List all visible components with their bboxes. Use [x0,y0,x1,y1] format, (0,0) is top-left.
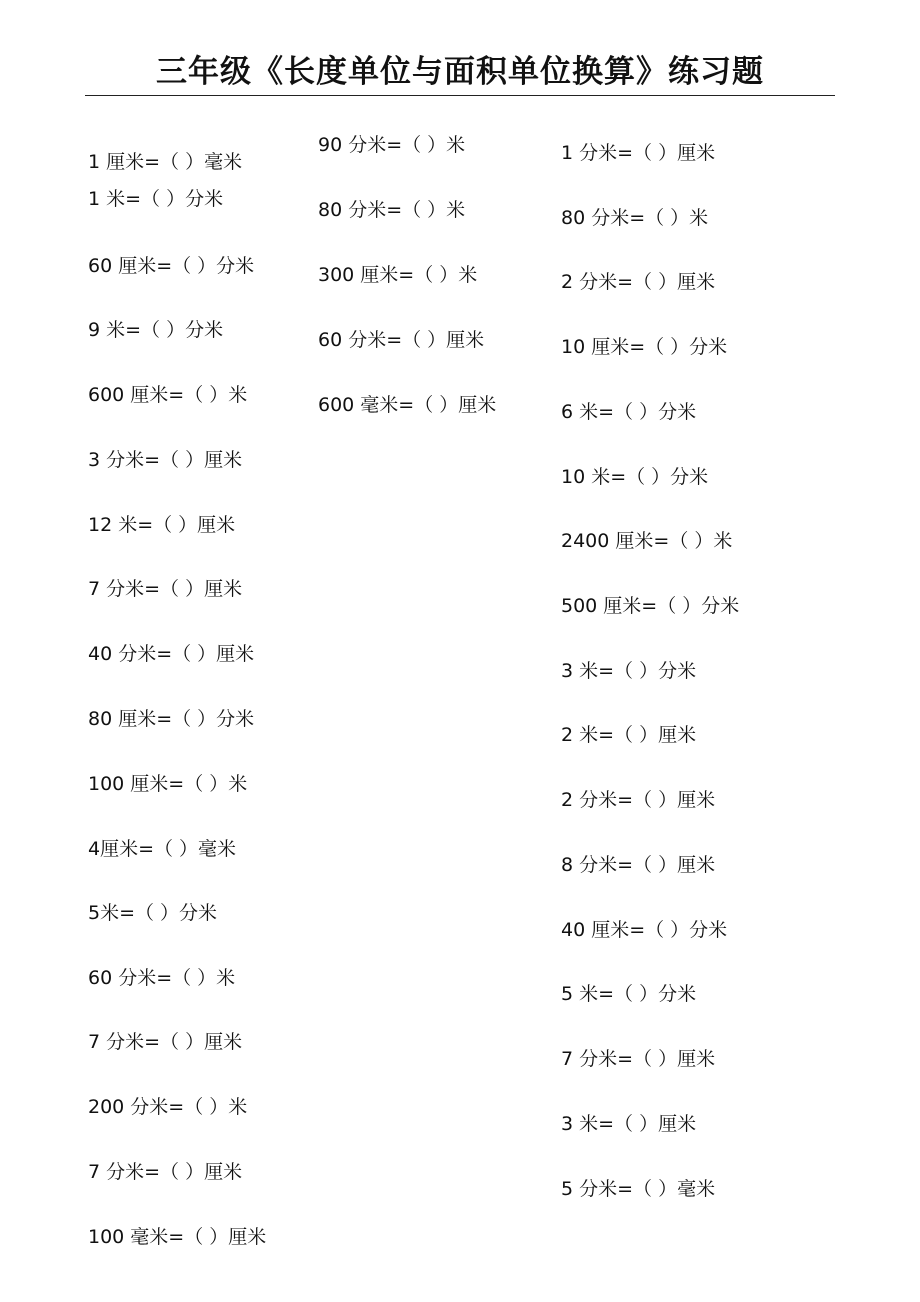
conversion-exercise: 7 分米=（ ）厘米 [88,1031,243,1053]
conversion-exercise: 3 米=（ ）厘米 [561,1113,697,1135]
conversion-exercise: 200 分米=（ ）米 [88,1096,248,1118]
conversion-exercise: 10 米=（ ）分米 [561,466,709,488]
conversion-exercise: 80 分米=（ ）米 [561,207,709,229]
conversion-exercise: 60 厘米=（ ）分米 [88,255,255,277]
conversion-exercise: 7 分米=（ ）厘米 [88,1161,243,1183]
conversion-exercise: 100 厘米=（ ）米 [88,773,248,795]
conversion-exercise: 2 分米=（ ）厘米 [561,271,716,293]
conversion-exercise: 40 分米=（ ）厘米 [88,643,255,665]
conversion-exercise: 300 厘米=（ ）米 [318,264,478,286]
conversion-exercise: 5 分米=（ ）毫米 [561,1178,716,1200]
conversion-exercise: 90 分米=（ ）米 [318,134,466,156]
conversion-exercise: 8 分米=（ ）厘米 [561,854,716,876]
conversion-exercise: 6 米=（ ）分米 [561,401,697,423]
conversion-exercise: 600 厘米=（ ）米 [88,384,248,406]
conversion-exercise: 2 分米=（ ）厘米 [561,789,716,811]
conversion-exercise: 10 厘米=（ ）分米 [561,336,728,358]
conversion-exercise: 4厘米=（ ）毫米 [88,838,237,860]
conversion-exercise: 40 厘米=（ ）分米 [561,919,728,941]
conversion-exercise: 1 米=（ ）分米 [88,188,224,210]
conversion-exercise: 1 厘米=（ ）毫米 [88,151,243,173]
conversion-exercise: 600 毫米=（ ）厘米 [318,394,497,416]
conversion-exercise: 3 分米=（ ）厘米 [88,449,243,471]
conversion-exercise: 60 分米=（ ）米 [88,967,236,989]
title-underline [85,95,835,96]
conversion-exercise: 2400 厘米=（ ）米 [561,530,733,552]
conversion-exercise: 80 分米=（ ）米 [318,199,466,221]
conversion-exercise: 9 米=（ ）分米 [88,319,224,341]
conversion-exercise: 1 分米=（ ）厘米 [561,142,716,164]
conversion-exercise: 3 米=（ ）分米 [561,660,697,682]
conversion-exercise: 100 毫米=（ ）厘米 [88,1226,267,1248]
conversion-exercise: 5米=（ ）分米 [88,902,218,924]
worksheet-title: 三年级《长度单位与面积单位换算》练习题 [156,54,764,90]
conversion-exercise: 60 分米=（ ）厘米 [318,329,485,351]
conversion-exercise: 7 分米=（ ）厘米 [561,1048,716,1070]
conversion-exercise: 7 分米=（ ）厘米 [88,578,243,600]
conversion-exercise: 500 厘米=（ ）分米 [561,595,740,617]
conversion-exercise: 12 米=（ ）厘米 [88,514,236,536]
conversion-exercise: 80 厘米=（ ）分米 [88,708,255,730]
conversion-exercise: 2 米=（ ）厘米 [561,724,697,746]
conversion-exercise: 5 米=（ ）分米 [561,983,697,1005]
